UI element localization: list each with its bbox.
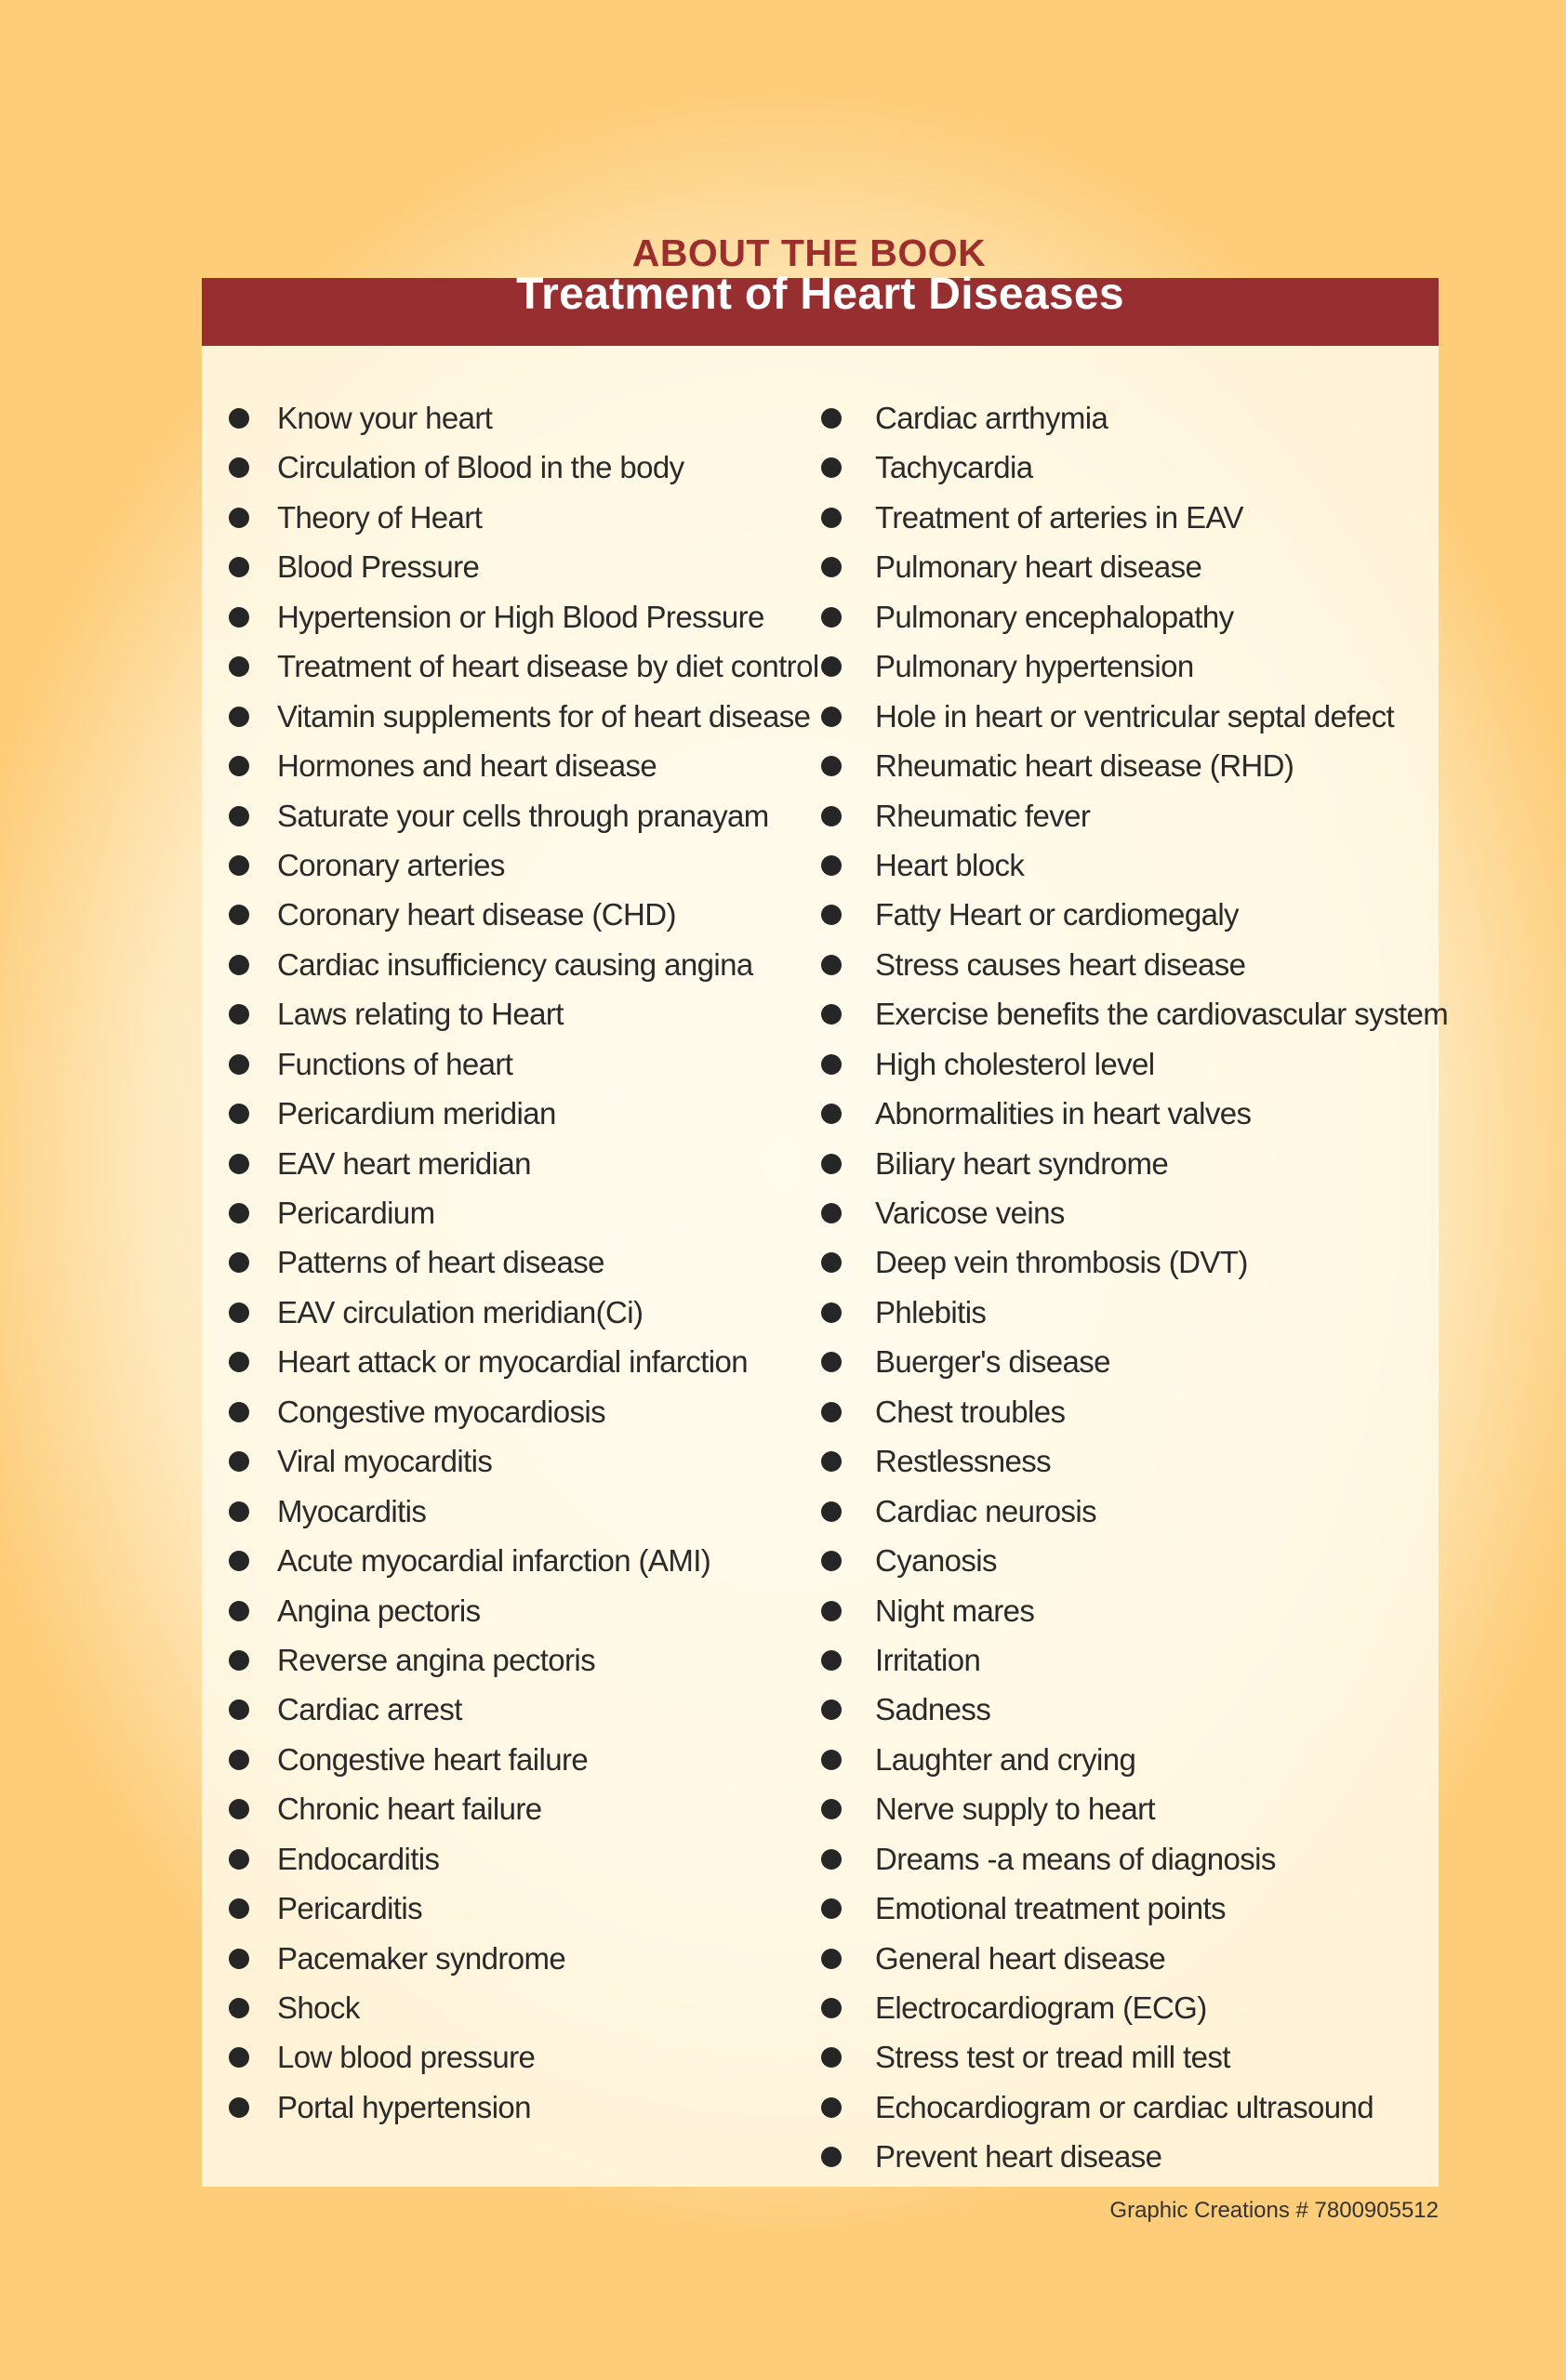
- bullet-icon: [229, 1750, 249, 1770]
- list-item-label: Restlessness: [875, 1444, 1052, 1479]
- list-item-label: Pericardium meridian: [277, 1096, 556, 1131]
- bullet-icon: [821, 2047, 842, 2068]
- list-item: [820, 1487, 1434, 1536]
- list-item-label: Emotional treatment points: [875, 1891, 1226, 1926]
- list-item-label: Night mares: [875, 1593, 1035, 1628]
- list-item-label: Irritation: [875, 1642, 981, 1677]
- list-item-label: Rheumatic heart disease (RHD): [875, 748, 1294, 784]
- list-item-label: Heart attack or myocardial infarction: [277, 1344, 749, 1380]
- bullet-icon: [229, 1302, 249, 1323]
- list-item: [820, 1387, 1434, 1436]
- list-item: [820, 1884, 1434, 1933]
- list-item: [228, 493, 804, 542]
- bullet-icon: [229, 707, 249, 727]
- list-item-label: Chronic heart failure: [277, 1792, 542, 1827]
- bullet-icon: [229, 955, 249, 975]
- bullet-icon: [821, 707, 842, 727]
- list-item-label: Hypertension or High Blood Pressure: [277, 599, 764, 634]
- list-item-label: Patterns of heart disease: [277, 1245, 604, 1280]
- list-item-label: Pulmonary heart disease: [875, 549, 1202, 585]
- bullet-icon: [821, 2097, 842, 2118]
- list-item-label: Prevent heart disease: [875, 2139, 1162, 2175]
- bullet-icon: [821, 508, 842, 528]
- list-item-label: Stress causes heart disease: [875, 946, 1246, 982]
- bullet-icon: [229, 1501, 249, 1522]
- graphic-credit: Graphic Creations # 7800905512: [1109, 2198, 1439, 2223]
- list-item: [228, 592, 804, 641]
- list-item-label: Biliary heart syndrome: [875, 1145, 1169, 1181]
- list-item-label: Myocarditis: [277, 1493, 427, 1528]
- list-item: [820, 1139, 1434, 1188]
- bullet-icon: [229, 756, 249, 776]
- list-item-label: Coronary heart disease (CHD): [277, 897, 676, 932]
- list-item-label: Saturate your cells through pranayam: [277, 798, 769, 833]
- bullet-icon: [229, 457, 249, 478]
- list-item: [228, 542, 804, 591]
- list-item-label: Phlebitis: [875, 1294, 987, 1329]
- bullet-icon: [821, 1650, 842, 1671]
- list-item-label: General heart disease: [875, 1940, 1166, 1976]
- list-item: [228, 1387, 804, 1436]
- list-item-label: Congestive heart failure: [277, 1741, 589, 1777]
- list-item: [228, 1188, 804, 1237]
- list-item: [820, 1436, 1434, 1486]
- bullet-icon: [821, 1252, 842, 1273]
- list-item-label: Echocardiogram or cardiac ultrasound: [875, 2089, 1374, 2124]
- list-item-label: Cardiac arrthymia: [875, 401, 1108, 435]
- list-item-label: Angina pectoris: [277, 1593, 481, 1628]
- list-item-label: Sadness: [875, 1692, 991, 1727]
- bullet-icon: [821, 457, 842, 478]
- list-item-label: Pericarditis: [277, 1891, 423, 1926]
- list-item-label: Pacemaker syndrome: [277, 1940, 566, 1976]
- bullet-icon: [821, 955, 842, 975]
- list-item: [228, 1784, 804, 1833]
- bullet-icon: [821, 1203, 842, 1223]
- list-item: [820, 1536, 1434, 1585]
- list-item-label: EAV heart meridian: [277, 1145, 531, 1181]
- bullet-icon: [229, 1054, 249, 1075]
- list-item-label: Tachycardia: [875, 450, 1033, 485]
- list-item-label: Endocarditis: [277, 1841, 440, 1876]
- list-item: [820, 1784, 1434, 1833]
- list-item-label: Heart block: [875, 847, 1025, 882]
- bullet-icon: [229, 1104, 249, 1124]
- bullet-icon: [821, 1750, 842, 1770]
- bullet-icon: [229, 1898, 249, 1919]
- list-item-label: Shock: [277, 1990, 360, 2025]
- bullet-icon: [821, 1949, 842, 1969]
- list-item-label: Deep vein thrombosis (DVT): [875, 1245, 1248, 1280]
- bullet-icon: [229, 1998, 249, 2018]
- list-item: [820, 692, 1434, 741]
- list-item: [820, 443, 1434, 492]
- list-item: [228, 940, 804, 989]
- list-item-label: Portal hypertension: [277, 2089, 531, 2124]
- list-item: [228, 1436, 804, 1486]
- list-item: [820, 1039, 1434, 1089]
- list-item-label: Cardiac insufficiency causing angina: [277, 946, 753, 982]
- list-item-label: Cardiac arrest: [277, 1692, 462, 1727]
- bullet-icon: [229, 1551, 249, 1571]
- list-item: [820, 393, 1434, 443]
- bullet-icon: [229, 1154, 249, 1174]
- list-item: [228, 641, 819, 691]
- list-item: [820, 1685, 1434, 1734]
- list-item-label: Cyanosis: [875, 1543, 997, 1579]
- list-item-label: Hole in heart or ventricular septal defect: [875, 698, 1395, 734]
- bullet-icon: [821, 1601, 842, 1621]
- list-item: [820, 890, 1434, 939]
- bullet-icon: [821, 1551, 842, 1571]
- bullet-icon: [821, 1451, 842, 1472]
- bullet-icon: [229, 1799, 249, 1819]
- list-item: [228, 1337, 804, 1386]
- list-item: [228, 692, 811, 741]
- bullet-icon: [229, 1849, 249, 1870]
- list-item-label: Hormones and heart disease: [277, 748, 657, 784]
- list-item: [820, 1834, 1434, 1884]
- list-item: [820, 940, 1434, 989]
- bullet-icon: [821, 806, 842, 826]
- list-item-label: Congestive myocardiosis: [277, 1394, 606, 1429]
- list-item-label: Exercise benefits the cardiovascular system: [875, 997, 1449, 1032]
- bullet-icon: [821, 1898, 842, 1919]
- section-heading: ABOUT THE BOOK: [631, 231, 987, 274]
- bullet-icon: [821, 1402, 842, 1422]
- list-item: [228, 1586, 804, 1635]
- bullet-icon: [821, 1054, 842, 1075]
- bullet-icon: [229, 1949, 249, 1969]
- list-item-label: Dreams -a means of diagnosis: [875, 1841, 1276, 1876]
- list-item: [228, 1039, 804, 1089]
- list-item: [820, 641, 1434, 691]
- list-item: [820, 1188, 1434, 1237]
- list-item-label: Acute myocardial infarction (AMI): [277, 1543, 711, 1579]
- list-item: [820, 1983, 1434, 2032]
- list-item: [228, 1635, 804, 1685]
- list-item-label: Know your heart: [277, 401, 493, 435]
- title-banner: [202, 270, 1439, 346]
- list-item: [228, 1139, 804, 1188]
- list-item: [820, 2082, 1434, 2132]
- list-item: [228, 2032, 804, 2082]
- list-item: [820, 1635, 1434, 1685]
- list-item: [820, 989, 1449, 1038]
- list-item-label: Circulation of Blood in the body: [277, 450, 684, 485]
- bullet-icon: [821, 1998, 842, 2018]
- list-item-label: Chest troubles: [875, 1394, 1066, 1429]
- bullet-icon: [821, 1352, 842, 1372]
- list-item: [820, 1934, 1434, 1983]
- topics-list-left: [228, 393, 819, 2132]
- list-item-label: Coronary arteries: [277, 847, 505, 882]
- bullet-icon: [229, 656, 249, 677]
- bullet-icon: [229, 1252, 249, 1273]
- bullet-icon: [229, 855, 249, 876]
- topics-list-right: [820, 393, 1449, 2182]
- list-item-label: Pulmonary encephalopathy: [875, 599, 1234, 634]
- list-item: [820, 493, 1434, 542]
- list-item-label: Buerger's disease: [875, 1344, 1110, 1380]
- bullet-icon: [229, 1699, 249, 1720]
- bullet-icon: [821, 1004, 842, 1025]
- bullet-icon: [821, 905, 842, 925]
- list-item: [228, 1934, 804, 1983]
- list-item: [820, 741, 1434, 790]
- list-item: [228, 791, 804, 840]
- list-item: [228, 989, 804, 1038]
- bullet-icon: [821, 1849, 842, 1870]
- bullet-icon: [821, 408, 842, 429]
- list-item: [820, 1089, 1434, 1138]
- bullet-icon: [821, 1699, 842, 1720]
- list-item: [820, 2032, 1434, 2082]
- list-item: [228, 1089, 804, 1138]
- list-item-label: Laughter and crying: [875, 1741, 1136, 1777]
- list-item: [228, 443, 804, 492]
- bullet-icon: [229, 2047, 249, 2068]
- bullet-icon: [821, 656, 842, 677]
- bullet-icon: [229, 905, 249, 925]
- list-item: [228, 840, 804, 890]
- list-item-label: Treatment of arteries in EAV: [875, 499, 1243, 535]
- list-item: [228, 393, 804, 443]
- list-item: [228, 1487, 804, 1536]
- list-item: [820, 2132, 1434, 2181]
- bullet-icon: [229, 1601, 249, 1621]
- bullet-icon: [229, 508, 249, 528]
- book-title: Treatment of Heart Diseases: [516, 270, 1124, 319]
- list-item: [228, 1983, 804, 2032]
- bullet-icon: [821, 1799, 842, 1819]
- list-item-label: Vitamin supplements for of heart disease: [277, 698, 811, 734]
- list-item: [820, 1586, 1434, 1635]
- list-item: [820, 592, 1434, 641]
- list-item: [820, 542, 1434, 591]
- list-item-label: Electrocardiogram (ECG): [875, 1990, 1207, 2025]
- list-item-label: Functions of heart: [277, 1046, 513, 1081]
- list-item-label: Rheumatic fever: [875, 798, 1091, 833]
- list-item: [820, 840, 1434, 890]
- list-item: [820, 1237, 1434, 1287]
- list-item-label: Fatty Heart or cardiomegaly: [875, 897, 1239, 932]
- list-item: [228, 741, 804, 790]
- bullet-icon: [229, 607, 249, 628]
- list-item: [228, 1685, 804, 1734]
- bullet-icon: [821, 1104, 842, 1124]
- list-item: [228, 1834, 804, 1884]
- list-item-label: Pericardium: [277, 1196, 435, 1230]
- list-item: [228, 1237, 804, 1287]
- bullet-icon: [229, 806, 249, 826]
- bullet-icon: [821, 1501, 842, 1522]
- list-item: [820, 1735, 1434, 1784]
- list-item: [820, 791, 1434, 840]
- list-item-label: Blood Pressure: [277, 549, 480, 585]
- list-item-label: Viral myocarditis: [277, 1444, 493, 1479]
- bullet-icon: [821, 855, 842, 876]
- bullet-icon: [229, 1451, 249, 1472]
- list-item: [820, 1337, 1434, 1386]
- bullet-icon: [229, 1402, 249, 1422]
- list-item-label: Low blood pressure: [277, 2040, 536, 2075]
- bullet-icon: [821, 1154, 842, 1174]
- bullet-icon: [229, 1203, 249, 1223]
- list-item: [228, 1536, 804, 1585]
- bullet-icon: [229, 1352, 249, 1372]
- list-item-label: Nerve supply to heart: [875, 1792, 1156, 1827]
- bullet-icon: [229, 557, 249, 577]
- list-item-label: Abnormalities in heart valves: [875, 1096, 1252, 1131]
- list-item: [228, 1884, 804, 1933]
- bullet-icon: [821, 1302, 842, 1323]
- bullet-icon: [229, 2097, 249, 2118]
- list-item-label: Reverse angina pectoris: [277, 1642, 596, 1677]
- list-item-label: Theory of Heart: [277, 499, 483, 535]
- bullet-icon: [821, 756, 842, 776]
- list-item-label: Pulmonary hypertension: [875, 649, 1194, 684]
- list-item: [228, 890, 804, 939]
- list-item-label: High cholesterol level: [875, 1046, 1155, 1081]
- bullet-icon: [229, 408, 249, 429]
- list-item-label: Treatment of heart disease by diet control: [277, 649, 819, 684]
- list-item-label: Varicose veins: [875, 1196, 1065, 1230]
- list-item-label: EAV circulation meridian(Ci): [277, 1294, 644, 1329]
- bullet-icon: [821, 557, 842, 577]
- list-item: [228, 2082, 804, 2132]
- list-item: [228, 1288, 804, 1337]
- list-item-label: Stress test or tread mill test: [875, 2040, 1230, 2075]
- bullet-icon: [821, 607, 842, 628]
- list-item: [820, 1288, 1434, 1337]
- list-item-label: Laws relating to Heart: [277, 997, 564, 1032]
- list-item-label: Cardiac neurosis: [875, 1493, 1097, 1528]
- bullet-icon: [229, 1650, 249, 1671]
- list-item: [228, 1735, 804, 1784]
- bullet-icon: [229, 1004, 249, 1025]
- bullet-icon: [821, 2147, 842, 2167]
